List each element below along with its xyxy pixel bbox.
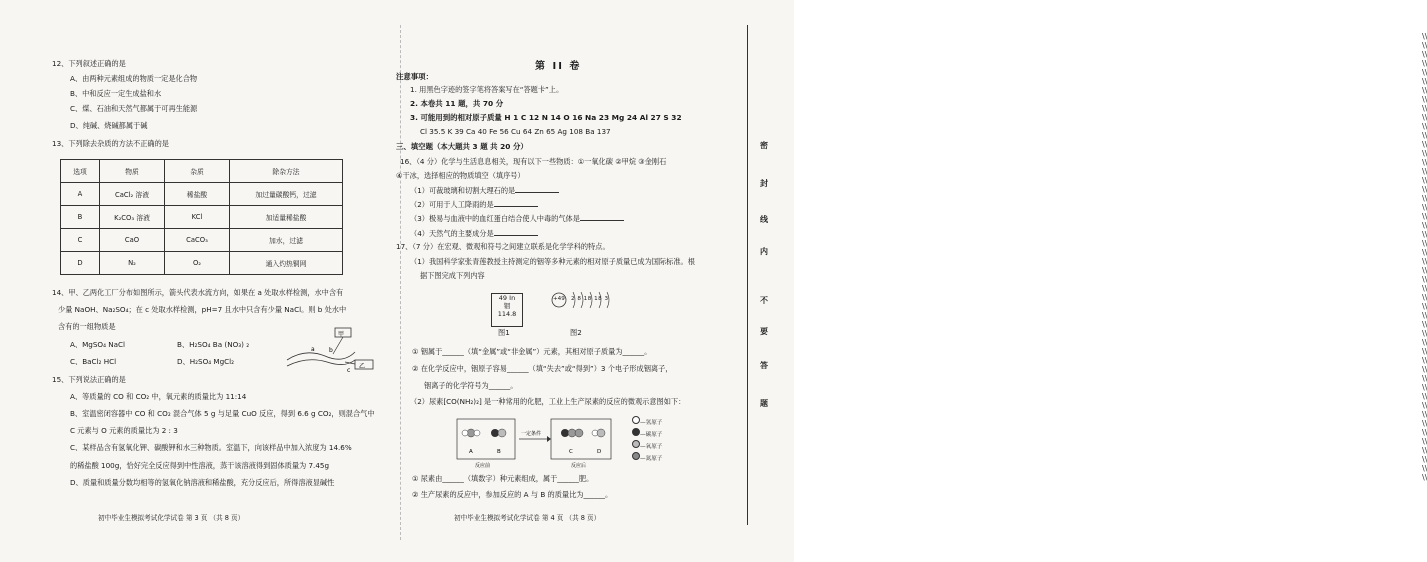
footer-page-4: 初中毕业生模拟考试化学试卷 第 4 页 （共 8 页） <box>454 514 601 522</box>
table-cell: N₂ <box>100 252 165 275</box>
element-card-indium <box>491 293 523 327</box>
table-cell: 加水，过滤 <box>230 229 343 252</box>
table-header: 杂质 <box>165 160 230 183</box>
q17-s1-line1: （1）我国科学家张青莲教授主持测定的铟等多种元素的相对原子质量已成为国际标准。根 <box>410 257 695 266</box>
molecule-label-a: A <box>469 449 473 455</box>
table-cell: 加适量稀盐酸 <box>230 206 343 229</box>
atomic-number: 49 <box>498 294 508 302</box>
q12-option-c: C、煤、石油和天然气都属于可再生能源 <box>70 104 198 113</box>
q16-stem-line1: 16、（4 分）化学与生活息息相关，现有以下一些物质：①一氧化碳 ②甲烷 ③金刚石 <box>400 157 667 166</box>
q17-line5: ① 尿素由______（填数字）种元素组成，属于______肥。 <box>412 474 594 483</box>
q16-item-text: （1）可裁玻璃和切割大理石的是 <box>410 186 516 195</box>
seal-char: 密 <box>760 141 768 150</box>
q15-line: A、等质量的 CO 和 CO₂ 中，氧元素的质量比为 11:14 <box>70 392 247 401</box>
q13-stem: 13、下列除去杂质的方法不正确的是 <box>52 139 169 148</box>
legend-label: —氧原子 <box>640 444 663 450</box>
q14-option-c: C、BaCl₂ HCl <box>70 357 117 366</box>
q14-stem-line2: 少量 NaOH、Na₂SO₄；在 c 处取水样检测，pH=7 且水中只含有少量 NaCl。则 b 处水中 <box>58 305 347 314</box>
legend-label: —氮原子 <box>640 456 663 462</box>
atom-legend <box>632 416 662 464</box>
before-label: 反应前 <box>475 463 491 469</box>
table-cell: CaCl₂ 溶液 <box>100 183 165 206</box>
q14-stem-line3: 含有的一组物质是 <box>58 322 116 331</box>
section-title: 三、填空题（本大题共 3 题 共 20 分） <box>396 142 528 151</box>
urea-reaction-diagram <box>455 415 625 470</box>
molecule-label-d: D <box>597 449 602 455</box>
q13-table <box>60 159 343 275</box>
table-header: 除杂方法 <box>230 160 343 183</box>
q17-line6: ② 生产尿素的反应中，参加反应的 A 与 B 的质量比为______。 <box>412 490 613 499</box>
q12-stem: 12、下列叙述正确的是 <box>52 59 126 68</box>
q16-item <box>410 228 538 238</box>
table-row <box>61 183 343 206</box>
legend-label: —氢原子 <box>640 420 663 426</box>
seal-char: 题 <box>760 399 768 408</box>
part-title: 第 II 卷 <box>535 61 582 72</box>
page-divider <box>400 25 401 540</box>
q17-line4: （2）尿素[CO(NH₂)₂] 是一种常用的化肥，工业上生产尿素的反应的微观示意图如下： <box>410 397 686 406</box>
q15-stem: 15、下列说法正确的是 <box>52 375 126 384</box>
footer-page-3: 初中毕业生模拟考试化学试卷 第 3 页 （共 8 页） <box>98 514 245 522</box>
q12-option-b: B、中和反应一定生成盐和水 <box>70 89 162 98</box>
q17-line3: 铟离子的化学符号为______。 <box>424 381 518 390</box>
label-b: b <box>329 347 333 354</box>
table-cell: 稀盐酸 <box>165 183 230 206</box>
nitrogen-atom-icon <box>632 452 640 460</box>
q17-stem: 17、（7 分）在宏观、微观和符号之间建立联系是化学学科的特点。 <box>396 242 610 251</box>
hydrogen-atom-icon <box>632 416 640 424</box>
factory-river-diagram <box>285 326 380 374</box>
q14-stem-line1: 14、甲、乙两化工厂分布如图所示，箭头代表水流方向，如果在 a 处取水样检测，水中含有 <box>52 288 344 297</box>
seal-char: 要 <box>760 327 768 336</box>
q16-item-text: （3）极易与血液中的血红蛋白结合使人中毒的气体是 <box>410 214 580 223</box>
answer-blank <box>580 213 624 221</box>
q17-line2: ② 在化学反应中，铟原子容易______（填“失去”或“得到”）3 个电子形成铟离子， <box>412 364 673 373</box>
molecule-label-b: B <box>497 449 501 455</box>
element-symbol: In <box>509 294 516 302</box>
molecule-label-c: C <box>569 449 573 455</box>
q17-line1: ① 铟属于______（填“金属”或“非金属”）元素，其相对原子质量为______。 <box>412 347 652 356</box>
atomic-structure-diagram <box>551 286 621 322</box>
notice-line: Cl 35.5 K 39 Ca 40 Fe 56 Cu 64 Zn 65 Ag 108 Ba 137 <box>420 127 611 136</box>
table-row <box>61 252 343 275</box>
q15-line: C、某样品含有氢氧化钾、碳酸钾和水三种物质。室温下，向该样品中加入浓度为 14.6% <box>70 443 352 452</box>
q15-line: B、室温密闭容器中 CO 和 CO₂ 混合气体 5 g 与足量 CuO 反应，得到 6.6 g CO₂，则混合气中 <box>70 409 375 418</box>
q16-item <box>410 185 559 195</box>
label-a: a <box>311 346 315 353</box>
table-header: 物质 <box>100 160 165 183</box>
table-row <box>61 206 343 229</box>
q16-item-text: （4）天然气的主要成分是 <box>410 229 494 238</box>
q16-item-text: （2）可用于人工降雨的是 <box>410 200 494 209</box>
table-cell: D <box>61 252 100 275</box>
q15-line: D、质量和质量分数均相等的氢氧化钠溶液和稀盐酸，充分反应后，所得溶液显碱性 <box>70 478 335 487</box>
fig2-label: 图2 <box>570 328 582 337</box>
q12-option-a: A、由两种元素组成的物质一定是化合物 <box>70 74 198 83</box>
seal-margin <box>708 0 1427 562</box>
electron-shells: 2 8 18 18 3 <box>571 296 609 302</box>
q16-item <box>410 213 624 223</box>
answer-blank <box>494 199 538 207</box>
q15-line: C 元素与 O 元素的质量比为 2 : 3 <box>70 426 178 435</box>
table-cell: KCl <box>165 206 230 229</box>
seal-char: 封 <box>760 179 768 188</box>
table-cell: 通入灼热铜网 <box>230 252 343 275</box>
notice-title: 注意事项： <box>396 72 433 81</box>
table-cell: C <box>61 229 100 252</box>
table-row <box>61 229 343 252</box>
legend-label: —碳原子 <box>640 432 663 438</box>
label-yi: 乙 <box>359 363 366 370</box>
nucleus-charge: +49 <box>553 296 565 302</box>
answer-blank <box>515 185 559 193</box>
label-jia: 甲 <box>338 331 345 338</box>
notice-line: 1. 用黑色字迹的签字笔将答案写在“答题卡”上。 <box>410 85 564 94</box>
q16-stem-line2: ④干冰，选择相应的物质填空（填序号） <box>396 171 525 180</box>
table-cell: 加过量碳酸钙，过滤 <box>230 183 343 206</box>
oxygen-atom-icon <box>632 440 640 448</box>
seal-char: 内 <box>760 247 768 256</box>
q16-item <box>410 199 538 209</box>
seal-line <box>747 25 748 525</box>
q14-option-a: A、MgSO₄ NaCl <box>70 340 126 349</box>
table-cell: K₂CO₃ 溶液 <box>100 206 165 229</box>
table-header: 选项 <box>61 160 100 183</box>
atomic-mass: 114.8 <box>497 310 517 318</box>
q14-option-d: D、H₂SO₄ MgCl₂ <box>177 357 235 366</box>
q15-line: 的稀盐酸 100g，恰好完全反应得到中性溶液，蒸干该溶液得到固体质量为 7.45g <box>70 461 330 470</box>
q14-option-b: B、H₂SO₄ Ba (NO₃) ₂ <box>177 340 250 349</box>
notice-line: 2. 本卷共 11 题，共 70 分 <box>410 99 504 108</box>
after-label: 反应后 <box>571 463 587 469</box>
seal-char: 不 <box>760 296 768 305</box>
seal-char: 答 <box>760 361 768 370</box>
table-header-row <box>61 160 343 183</box>
table-cell: CaO <box>100 229 165 252</box>
q12-option-d: D、纯碱、烧碱都属于碱 <box>70 121 148 130</box>
carbon-atom-icon <box>632 428 640 436</box>
fig1-label: 图1 <box>498 328 510 337</box>
reaction-condition: 一定条件 <box>521 431 542 437</box>
table-cell: B <box>61 206 100 229</box>
element-name: 铟 <box>503 302 511 310</box>
notice-line: 3. 可能用到的相对原子质量 H 1 C 12 N 14 O 16 Na 23 Mg 24 Al 27 S 32 <box>410 113 682 122</box>
answer-blank <box>494 228 538 236</box>
q17-s1-line2: 据下图完成下列内容 <box>420 271 485 280</box>
table-cell: O₂ <box>165 252 230 275</box>
tick-marks: \\ \\ \\ \\ \\ \\ \\ \\ \\ \\ \\ \\ \\ \\ \\ \\ \\ \\ \\ \\ \\ \\ \\ \\ \\ \\ \\ \\ \\ \\ \\ \\ \\ \\ \\ \\ \\ \\ \\ \\ \\ \\ \\ \\ \\ \\ \\ \\ \\ \\ <box>1422 32 1427 482</box>
table-cell: A <box>61 183 100 206</box>
table-cell: CaCO₃ <box>165 229 230 252</box>
seal-char: 线 <box>760 215 768 224</box>
label-c: c <box>347 367 351 374</box>
